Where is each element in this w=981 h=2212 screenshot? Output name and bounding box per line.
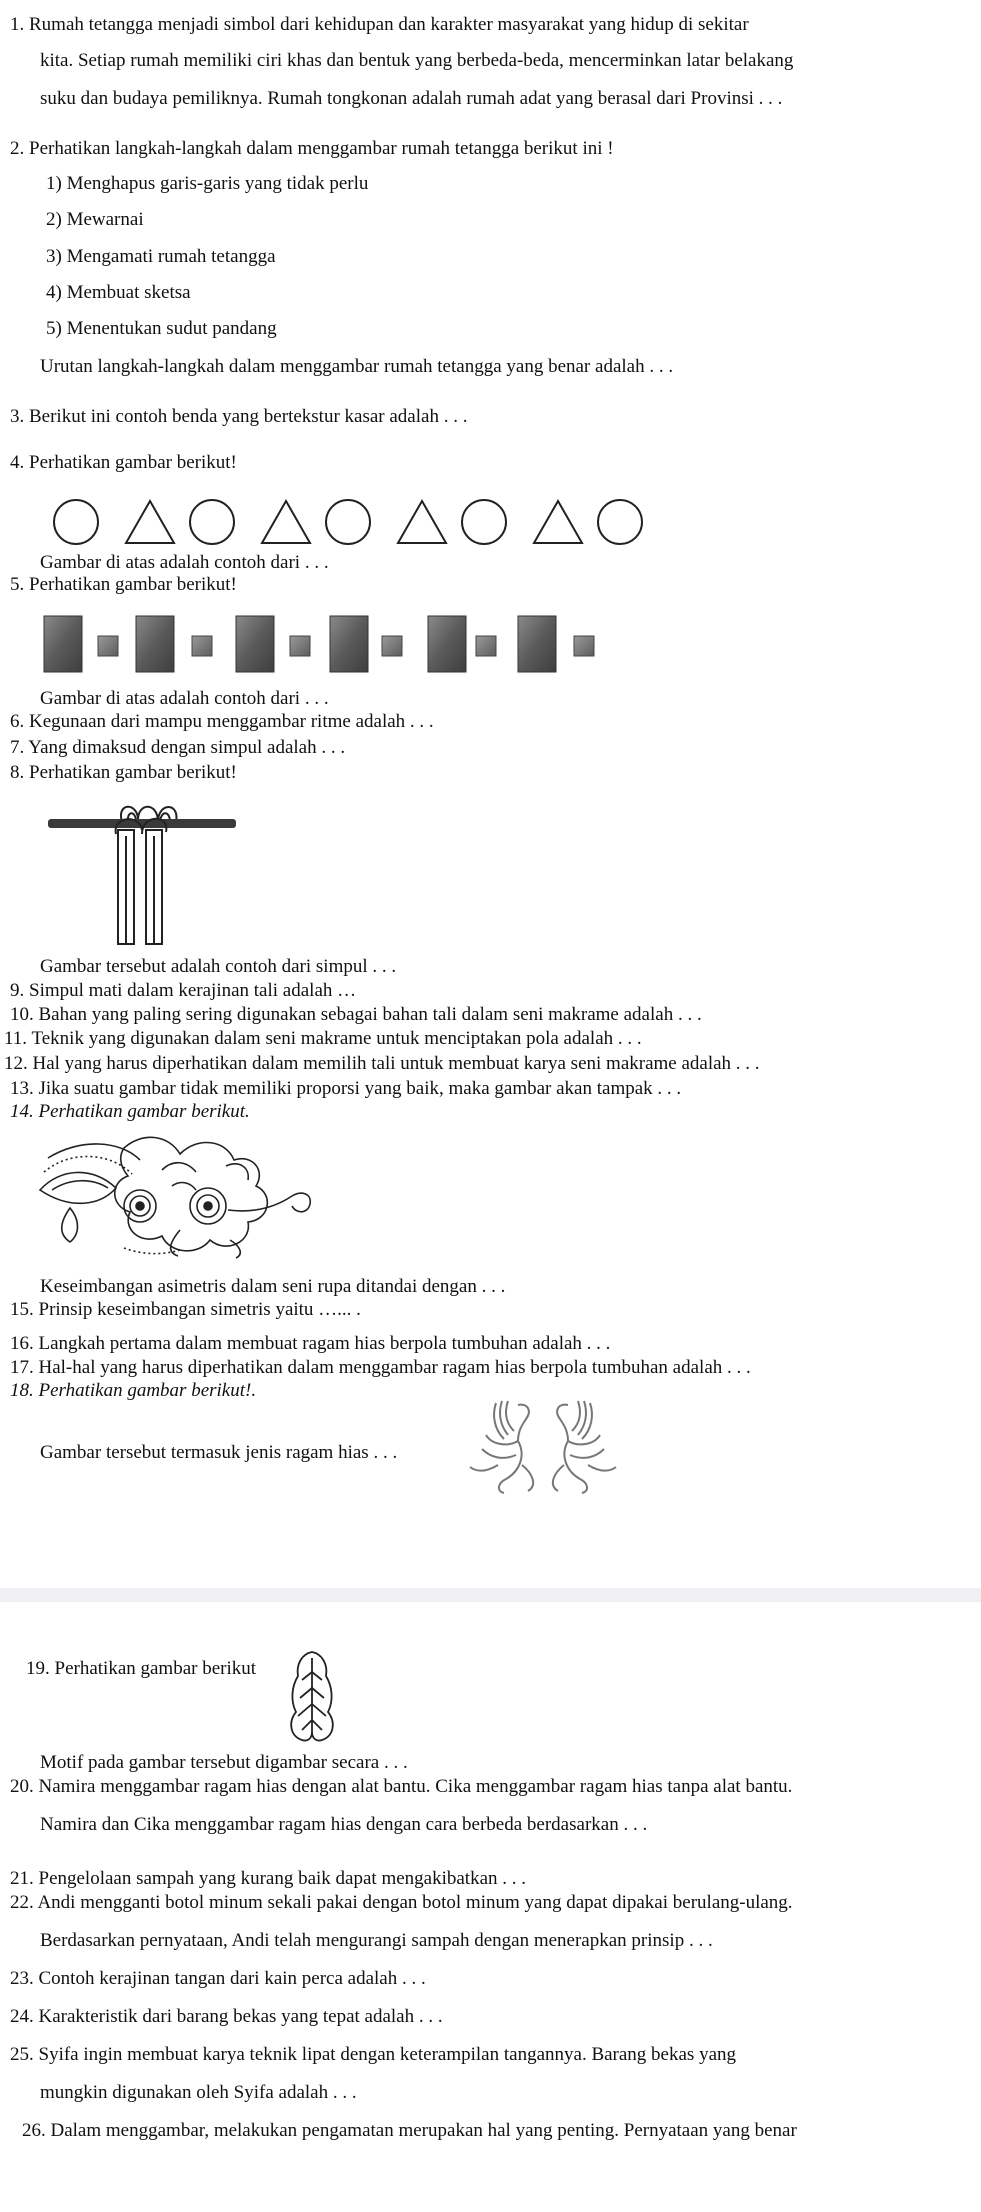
q8-knot-illustration <box>46 800 246 950</box>
q5-square-pattern <box>40 614 610 674</box>
q19-text: 19. Perhatikan gambar berikut <box>26 1658 257 1679</box>
small-square <box>476 636 496 656</box>
q2-step-1: 1) Menghapus garis-garis yang tidak perlu <box>46 173 369 194</box>
q18-caption: Gambar tersebut termasuk jenis ragam hias . . . <box>40 1442 398 1463</box>
q15-text: 15. Prinsip keseimbangan simetris yaitu …... . <box>10 1299 361 1320</box>
q14-text: 14. Perhatikan gambar berikut. <box>10 1101 250 1122</box>
small-square <box>192 636 212 656</box>
triangle-shape <box>262 501 310 543</box>
q20-line1: 20. Namira menggambar ragam hias dengan alat bantu. Cika menggambar ragam hias tanpa alat bantu. <box>10 1776 793 1797</box>
q14-caption: Keseimbangan asimetris dalam seni rupa ditandai dengan . . . <box>40 1276 506 1297</box>
large-square <box>236 616 274 672</box>
small-square <box>574 636 594 656</box>
q1-line1: 1. Rumah tetangga menjadi simbol dari kehidupan dan karakter masyarakat yang hidup di sekitar <box>10 14 749 35</box>
q26-text: 26. Dalam menggambar, melakukan pengamatan merupakan hal yang penting. Pernyataan yang benar <box>22 2120 797 2141</box>
q5-caption: Gambar di atas adalah contoh dari . . . <box>40 688 329 709</box>
q20-line2: Namira dan Cika menggambar ragam hias dengan cara berbeda berdasarkan . . . <box>40 1814 648 1835</box>
q2-step-2: 2) Mewarnai <box>46 209 144 230</box>
q2-step-4: 4) Membuat sketsa <box>46 282 191 303</box>
small-square <box>290 636 310 656</box>
circle-shape <box>326 500 370 544</box>
page-separator <box>0 1588 981 1602</box>
large-square <box>330 616 368 672</box>
q2-step-3: 3) Mengamati rumah tetangga <box>46 246 276 267</box>
q22-line2: Berdasarkan pernyataan, Andi telah mengurangi sampah dengan menerapkan prinsip . . . <box>40 1930 713 1951</box>
q11-text: 11. Teknik yang digunakan dalam seni makrame untuk menciptakan pola adalah . . . <box>4 1028 642 1049</box>
triangle-shape <box>534 501 582 543</box>
circle-shape <box>462 500 506 544</box>
q19-caption: Motif pada gambar tersebut digambar secara . . . <box>40 1752 408 1773</box>
large-square <box>136 616 174 672</box>
large-square <box>518 616 556 672</box>
q24-text: 24. Karakteristik dari barang bekas yang tepat adalah . . . <box>10 2006 443 2027</box>
q4-caption: Gambar di atas adalah contoh dari . . . <box>40 552 329 573</box>
q25-line1: 25. Syifa ingin membuat karya teknik lipat dengan keterampilan tangannya. Barang bekas yang <box>10 2044 736 2065</box>
triangle-shape <box>126 501 174 543</box>
q18-bird-ornament <box>458 1395 630 1495</box>
q1-line3: suku dan budaya pemiliknya. Rumah tongkonan adalah rumah adat yang berasal dari Provinsi . . . <box>40 88 783 109</box>
q6-text: 6. Kegunaan dari mampu menggambar ritme adalah . . . <box>10 711 434 732</box>
q2-closing: Urutan langkah-langkah dalam menggambar rumah tetangga yang benar adalah . . . <box>40 356 674 377</box>
small-square <box>98 636 118 656</box>
q12-text: 12. Hal yang harus diperhatikan dalam memilih tali untuk membuat karya seni makrame adalah . . . <box>4 1053 760 1074</box>
q18-text: 18. Perhatikan gambar berikut!. <box>10 1380 257 1401</box>
q16-text: 16. Langkah pertama dalam membuat ragam hias berpola tumbuhan adalah . . . <box>10 1333 611 1354</box>
q8-caption: Gambar tersebut adalah contoh dari simpul . . . <box>40 956 397 977</box>
q4-text: 4. Perhatikan gambar berikut! <box>10 452 237 473</box>
small-square <box>382 636 402 656</box>
q10-text: 10. Bahan yang paling sering digunakan sebagai bahan tali dalam seni makrame adalah . . . <box>10 1004 702 1025</box>
circle-shape <box>54 500 98 544</box>
q1-line2: kita. Setiap rumah memiliki ciri khas dan bentuk yang berbeda-beda, mencerminkan latar belakang <box>40 50 794 71</box>
large-square <box>428 616 466 672</box>
q19-leaf-motif <box>282 1650 342 1746</box>
q23-text: 23. Contoh kerajinan tangan dari kain perca adalah . . . <box>10 1968 426 1989</box>
q3-text: 3. Berikut ini contoh benda yang bertekstur kasar adalah . . . <box>10 406 468 427</box>
q22-line1: 22. Andi mengganti botol minum sekali pakai dengan botol minum yang dapat dipakai berulang-ulang. <box>10 1892 793 1913</box>
q21-text: 21. Pengelolaan sampah yang kurang baik dapat mengakibatkan . . . <box>10 1868 527 1889</box>
worksheet-page-2 <box>0 1602 981 2212</box>
q5-text: 5. Perhatikan gambar berikut! <box>10 574 237 595</box>
q7-text: 7. Yang dimaksud dengan simpul adalah . . . <box>10 737 346 758</box>
q2-step-5: 5) Menentukan sudut pandang <box>46 318 277 339</box>
circle-shape <box>190 500 234 544</box>
large-square <box>44 616 82 672</box>
q13-text: 13. Jika suatu gambar tidak memiliki proporsi yang baik, maka gambar akan tampak . . . <box>10 1078 682 1099</box>
q14-floral-ornament <box>30 1130 320 1260</box>
q8-text: 8. Perhatikan gambar berikut! <box>10 762 237 783</box>
q2-text: 2. Perhatikan langkah-langkah dalam menggambar rumah tetangga berikut ini ! <box>10 138 614 159</box>
triangle-shape <box>398 501 446 543</box>
q17-text: 17. Hal-hal yang harus diperhatikan dalam menggambar ragam hias berpola tumbuhan adalah . . . <box>10 1357 751 1378</box>
circle-shape <box>598 500 642 544</box>
q9-text: 9. Simpul mati dalam kerajinan tali adalah … <box>10 980 357 1001</box>
q25-line2: mungkin digunakan oleh Syifa adalah . . . <box>40 2082 357 2103</box>
q4-circle-triangle-pattern <box>50 498 650 546</box>
